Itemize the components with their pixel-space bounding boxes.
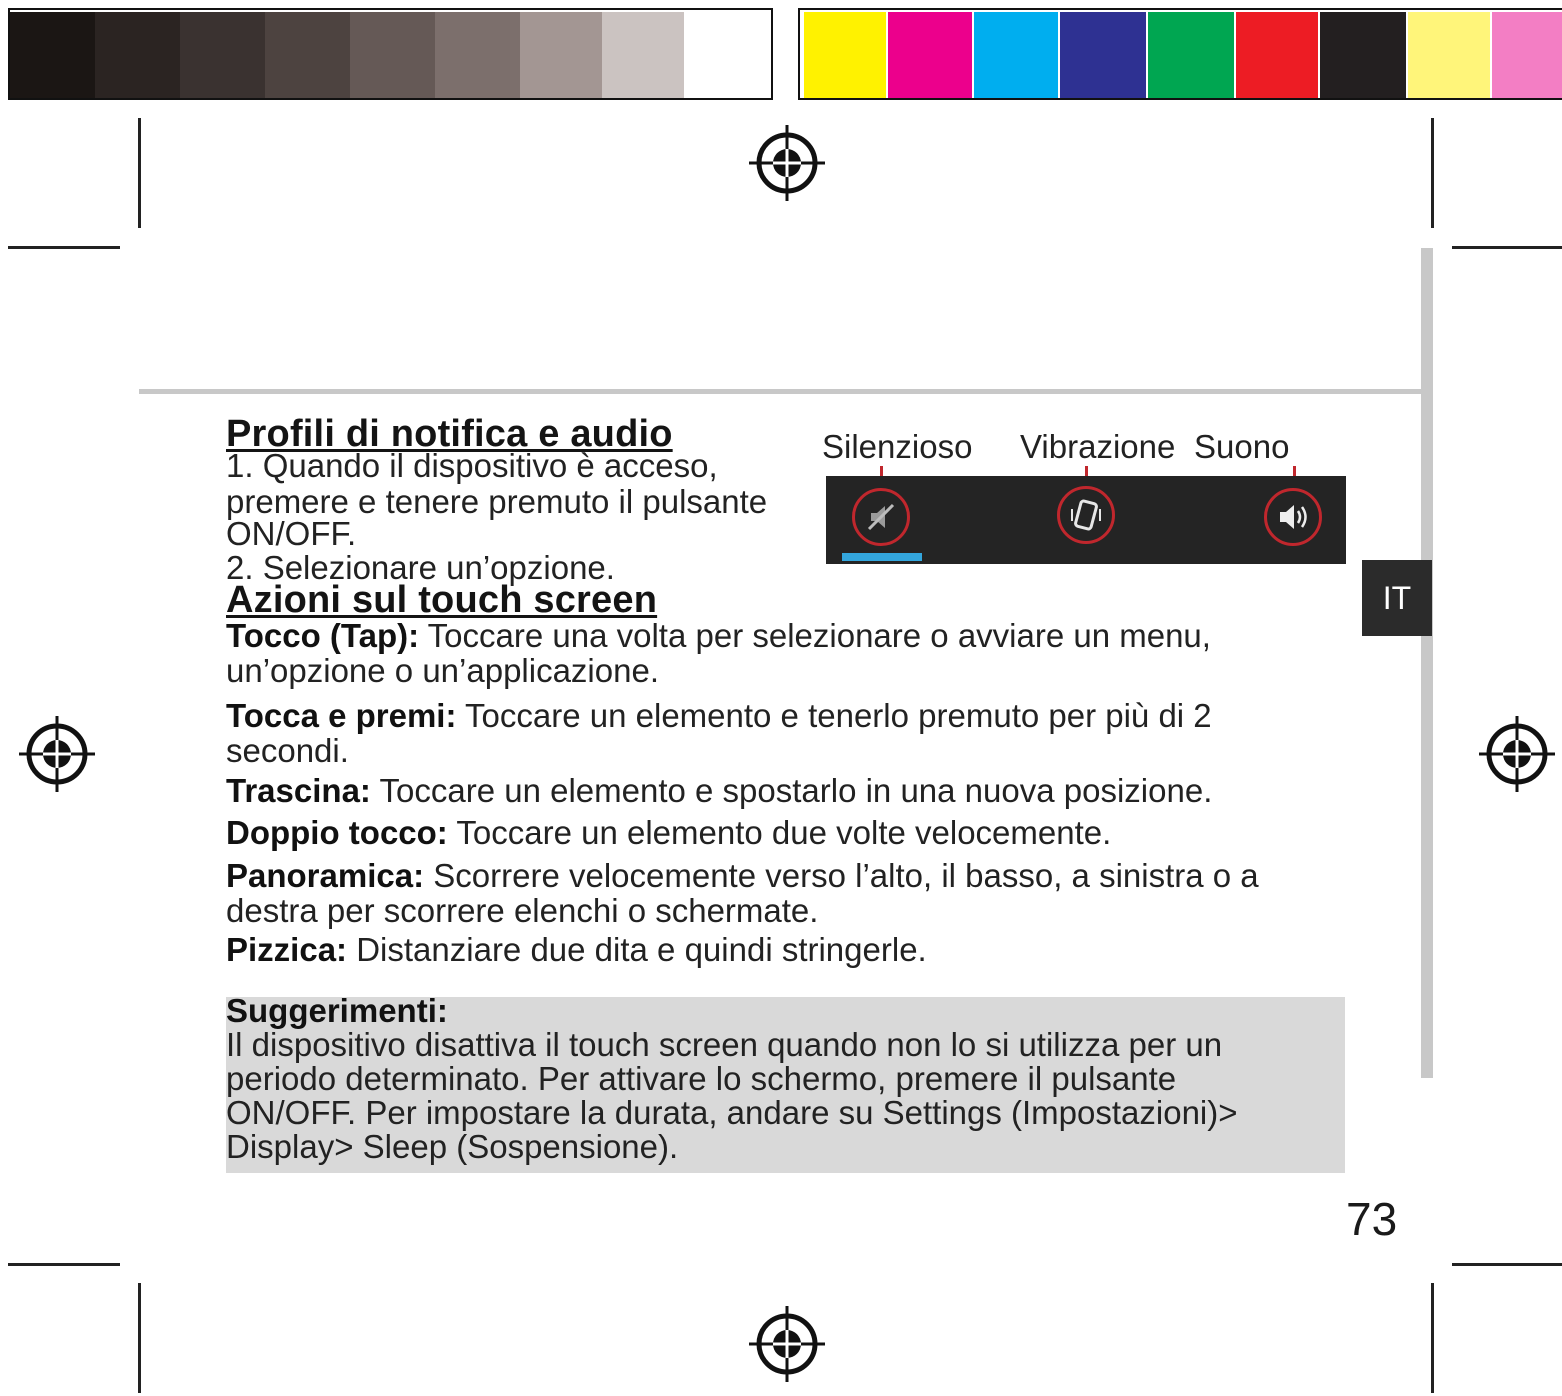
gray-swatch bbox=[10, 12, 95, 98]
action-description: Toccare un elemento e tenerlo premuto per più di 2 bbox=[465, 697, 1212, 734]
muted-speaker-icon[interactable] bbox=[852, 488, 910, 546]
step-1-text: ON/OFF. bbox=[226, 515, 357, 552]
action-term: Pizzica: bbox=[226, 931, 348, 968]
touch-action-item bbox=[226, 932, 1316, 967]
crop-mark bbox=[1452, 246, 1562, 249]
label-vibrate: Vibrazione bbox=[1020, 428, 1176, 465]
gray-swatch bbox=[520, 12, 602, 98]
notification-profiles-section bbox=[226, 414, 806, 586]
registration-mark-icon bbox=[1479, 716, 1555, 792]
action-description: Toccare una volta per selezionare o avviare un menu, bbox=[427, 617, 1211, 654]
crop-mark bbox=[138, 118, 141, 228]
color-swatch bbox=[1492, 12, 1562, 98]
action-description: un’opzione o un’applicazione. bbox=[226, 652, 659, 689]
registration-mark-icon bbox=[749, 125, 825, 201]
touch-action-item bbox=[226, 815, 1316, 850]
page-number: 73 bbox=[1346, 1193, 1398, 1245]
sound-profile-bar bbox=[826, 476, 1346, 564]
gray-swatch bbox=[684, 12, 770, 98]
tips-title: Suggerimenti: bbox=[226, 992, 448, 1029]
action-description: Distanziare due dita e quindi stringerle. bbox=[356, 931, 927, 968]
action-description: destra per scorrere elenchi o schermate. bbox=[226, 892, 819, 929]
action-description: Scorrere velocemente verso l’alto, il basso, a sinistra o a bbox=[433, 857, 1259, 894]
touch-action-item bbox=[226, 773, 1316, 808]
selected-indicator bbox=[842, 553, 922, 561]
language-tab: IT bbox=[1362, 560, 1432, 636]
tips-line: ON/OFF. Per impostare la durata, andare su Settings (Impostazioni)> bbox=[226, 1094, 1238, 1131]
gray-swatch bbox=[602, 12, 684, 98]
section-title: Profili di notifica e audio bbox=[226, 413, 673, 455]
action-description: secondi. bbox=[226, 732, 349, 769]
page-side-rule bbox=[1421, 248, 1433, 1078]
step-2-text: 2. Selezionare un’opzione. bbox=[226, 549, 615, 586]
action-term: Tocca e premi: bbox=[226, 697, 457, 734]
touch-action-item bbox=[226, 698, 1316, 768]
action-description: Toccare un elemento due volte velocemente. bbox=[456, 814, 1112, 851]
gray-swatch bbox=[265, 12, 350, 98]
color-swatch bbox=[804, 12, 886, 98]
tips-text bbox=[226, 994, 1316, 1164]
tips-line: periodo determinato. Per attivare lo schermo, premere il pulsante bbox=[226, 1060, 1177, 1097]
action-term: Tocco (Tap): bbox=[226, 617, 420, 654]
crop-mark bbox=[1431, 1283, 1434, 1393]
section-title: Azioni sul touch screen bbox=[226, 579, 658, 621]
crop-mark bbox=[8, 246, 120, 249]
gray-swatch bbox=[95, 12, 180, 98]
page-top-rule bbox=[139, 389, 1423, 394]
tips-line: Display> Sleep (Sospensione). bbox=[226, 1128, 679, 1165]
color-swatch bbox=[974, 12, 1058, 98]
gray-swatch bbox=[180, 12, 265, 98]
action-term: Panoramica: bbox=[226, 857, 425, 894]
color-swatch bbox=[1320, 12, 1406, 98]
color-swatch bbox=[888, 12, 972, 98]
registration-mark-icon bbox=[749, 1306, 825, 1382]
touch-actions-section bbox=[226, 580, 657, 620]
color-swatch bbox=[1236, 12, 1318, 98]
crop-mark bbox=[8, 1263, 120, 1266]
color-swatch bbox=[1148, 12, 1234, 98]
gray-swatch bbox=[350, 12, 435, 98]
crop-mark bbox=[138, 1283, 141, 1393]
tips-line: Il dispositivo disattiva il touch screen quando non lo si utilizza per un bbox=[226, 1026, 1223, 1063]
registration-mark-icon bbox=[19, 716, 95, 792]
label-silent: Silenzioso bbox=[822, 428, 973, 465]
crop-mark bbox=[1431, 118, 1434, 228]
crop-mark bbox=[1452, 1263, 1562, 1266]
action-term: Doppio tocco: bbox=[226, 814, 448, 851]
touch-action-item bbox=[226, 858, 1316, 928]
label-sound: Suono bbox=[1194, 428, 1290, 465]
color-swatch bbox=[1408, 12, 1490, 98]
action-description: Toccare un elemento e spostarlo in una nuova posizione. bbox=[379, 772, 1213, 809]
action-term: Trascina: bbox=[226, 772, 371, 809]
step-1-text: 1. Quando il dispositivo è acceso, bbox=[226, 447, 718, 484]
gray-swatch bbox=[435, 12, 520, 98]
step-1-text: premere e tenere premuto il pulsante bbox=[226, 483, 768, 520]
touch-action-item bbox=[226, 618, 1316, 688]
vibrate-phone-icon[interactable] bbox=[1057, 486, 1115, 544]
color-swatch bbox=[1060, 12, 1146, 98]
speaker-icon[interactable] bbox=[1264, 488, 1322, 546]
